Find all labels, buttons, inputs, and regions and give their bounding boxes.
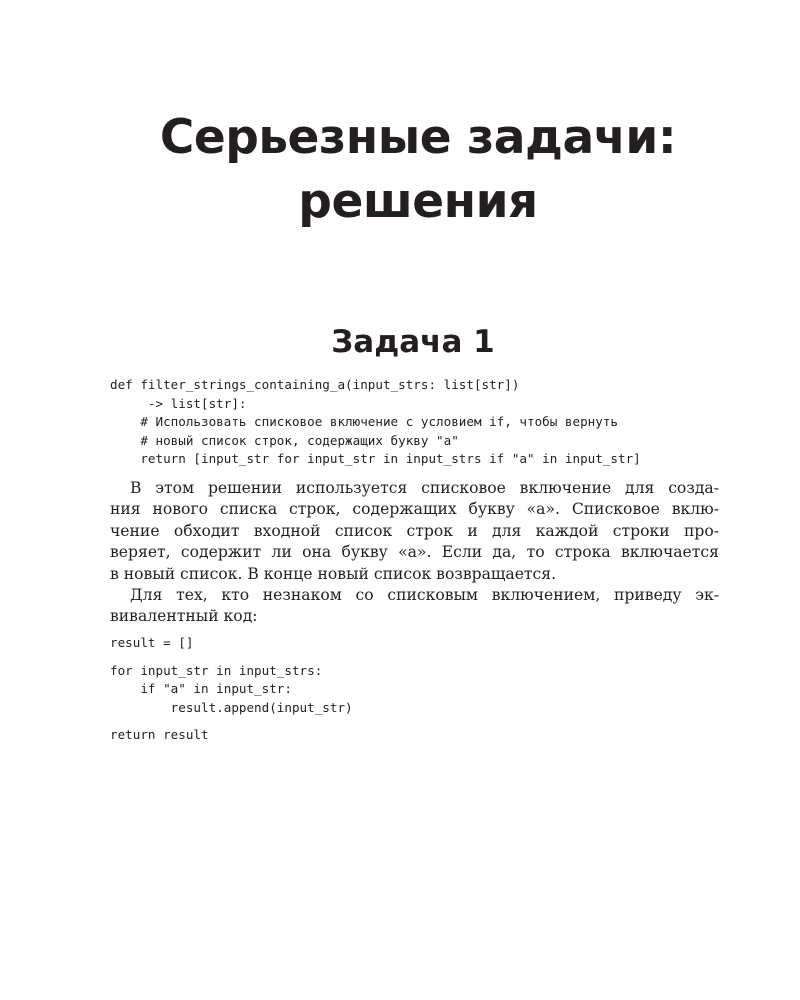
code-line: return [input_str for input_str in input_strs if "a" in input_str] — [110, 451, 641, 466]
section-title: Задача 1 — [331, 324, 495, 360]
chapter-title-line-1: Серьезные задачи: — [159, 110, 677, 165]
chapter-title-line-2: решения — [298, 174, 538, 229]
code-line: # новый список строк, содержащих букву "a" — [110, 432, 459, 448]
code-line: # Использовать списковое включение с условием if, чтобы вернуть — [110, 414, 618, 429]
paragraph-line: вивалентный код: — [110, 607, 258, 626]
code-block-equivalent-loop — [110, 634, 353, 745]
code-line: def filter_strings_containing_a(input_strs: list[str]) — [110, 377, 520, 392]
paragraph-line: веряет, содержит ли она букву «a». Если да, то строка включается — [110, 543, 719, 562]
code-line: if "a" in input_str: — [110, 681, 292, 696]
paragraph-line: В этом решении используется списковое включение для созда- — [130, 479, 719, 497]
paragraph-line: Для тех, кто незнаком со списковым включением, приведу эк- — [130, 586, 719, 604]
code-line: -> list[str]: — [110, 395, 247, 411]
paragraph-line: чение обходит входной список строк и для каждой строки про- — [110, 521, 719, 540]
explanation-paragraph — [110, 478, 719, 585]
code-line: result.append(input_str) — [110, 699, 353, 715]
code-line: result = [] — [110, 635, 194, 650]
paragraph-line: ния нового списка строк, содержащих букву «a». Списковое вклю- — [110, 500, 719, 519]
code-line: return result — [110, 727, 209, 742]
equivalent-code-intro — [110, 585, 719, 628]
paragraph-line: в новый список. В конце новый список возвращается. — [110, 564, 557, 583]
chapter-title — [0, 106, 800, 234]
code-block-function — [110, 376, 641, 469]
code-line: for input_str in input_strs: — [110, 662, 323, 678]
